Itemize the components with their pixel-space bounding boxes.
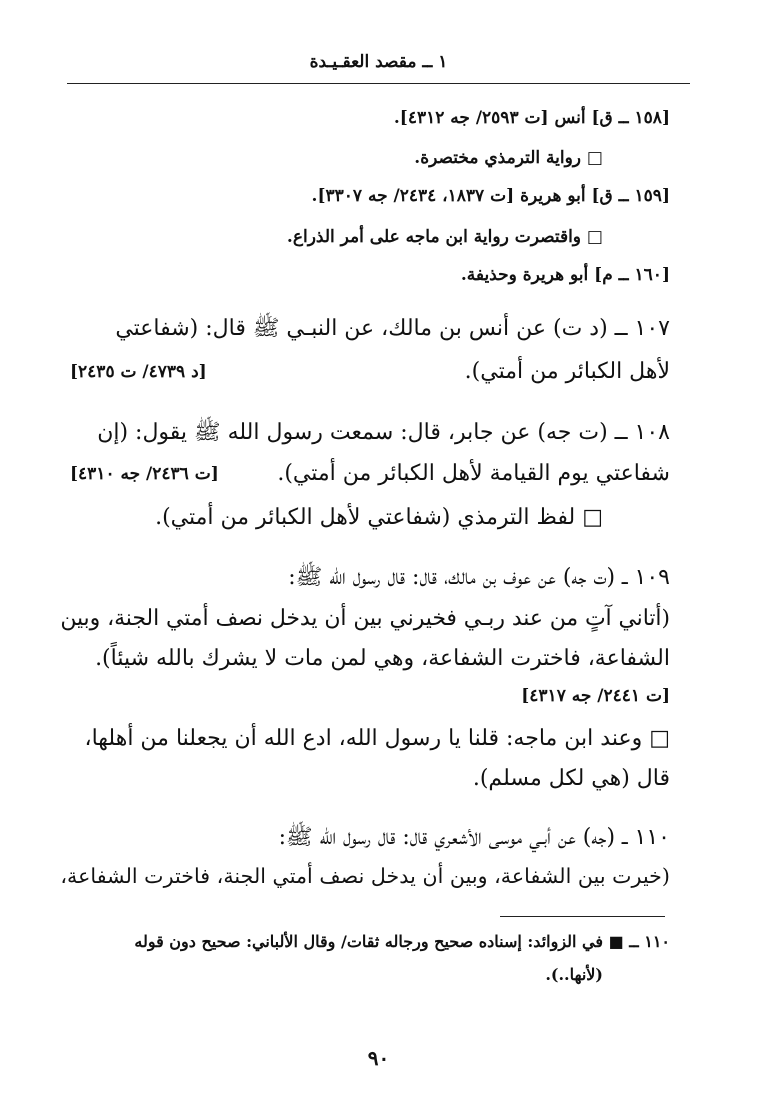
- hadith-109-line-2: (أتاني آتٍ من عند ربـي فخيرني بين أن يدخل نصف أمتي الجنة، وبين: [60, 606, 670, 631]
- hadith-108-reference: [ت ٢٤٣٦/ جه ٤٣١٠]: [70, 464, 219, 484]
- hadith-110-line-1: ١١٠ ــ (جه) عن أبـي موسى الأشعري قال: قال رسول الله ﷺ:: [278, 825, 670, 850]
- entry-160: [١٦٠ ــ م] أبو هريرة وحذيفة.: [460, 265, 670, 285]
- hadith-107-line-2: لأهل الكبائر من أمتي).: [464, 359, 670, 384]
- entry-159: [١٥٩ ــ ق] أبو هريرة [ت ١٨٣٧، ٢٤٣٤/ جه ٣٣٠٧].: [311, 186, 670, 206]
- entry-158: [١٥٨ ــ ق] أنس [ت ٢٥٩٣/ جه ٤٣١٢].: [393, 108, 670, 128]
- entry-158-note: □ رواية الترمذي مختصرة.: [414, 148, 603, 168]
- hadith-109-line-1: ١٠٩ ــ (ت جه) عن عوف بن مالك، قال: قال رسول الله ﷺ:: [288, 565, 670, 590]
- hadith-108-line-2: شفاعتي يوم القيامة لأهل الكبائر من أمتي).: [277, 461, 670, 486]
- hadith-109-reference: [ت ٢٤٤١/ جه ٤٣١٧]: [521, 686, 670, 706]
- header-divider: [67, 83, 690, 84]
- hadith-108-line-1: ١٠٨ ــ (ت جه) عن جابر، قال: سمعت رسول الله ﷺ يقول: (إن: [97, 420, 670, 445]
- footnote-line-1: ١١٠ ــ ■ في الزوائد: إسناده صحيح ورجاله ثقات/ وقال الألباني: صحيح دون قوله: [134, 932, 670, 951]
- hadith-109-note-line-2: قال (هي لكل مسلم).: [472, 766, 670, 791]
- page-number: ٩٠: [367, 1046, 390, 1070]
- footnote-divider: [500, 916, 665, 917]
- hadith-110-line-2: (خيرت بين الشفاعة، وبين أن يدخل نصف أمتي الجنة، فاخترت الشفاعة،: [60, 864, 670, 888]
- hadith-109-line-3: الشفاعة، فاخترت الشفاعة، وهي لمن مات لا يشرك بالله شيئاً).: [95, 646, 670, 671]
- entry-159-note: □ واقتصرت رواية ابن ماجه على أمر الذراع.: [286, 227, 603, 247]
- hadith-108-note: □ لفظ الترمذي (شفاعتي لأهل الكبائر من أمتي).: [155, 505, 603, 530]
- hadith-109-note-line-1: □ وعند ابن ماجه: قلنا يا رسول الله، ادع الله أن يجعلنا من أهلها،: [84, 726, 670, 751]
- running-title: ١ ــ مقصد العقـيـدة: [309, 52, 448, 72]
- hadith-107-line-1: ١٠٧ ــ (د ت) عن أنس بن مالك، عن النبـي ﷺ قال: (شفاعتي: [115, 316, 670, 341]
- hadith-107-reference: [د ٤٧٣٩/ ت ٢٤٣٥]: [70, 362, 207, 382]
- footnote-line-2: (لأنها..).: [545, 965, 603, 984]
